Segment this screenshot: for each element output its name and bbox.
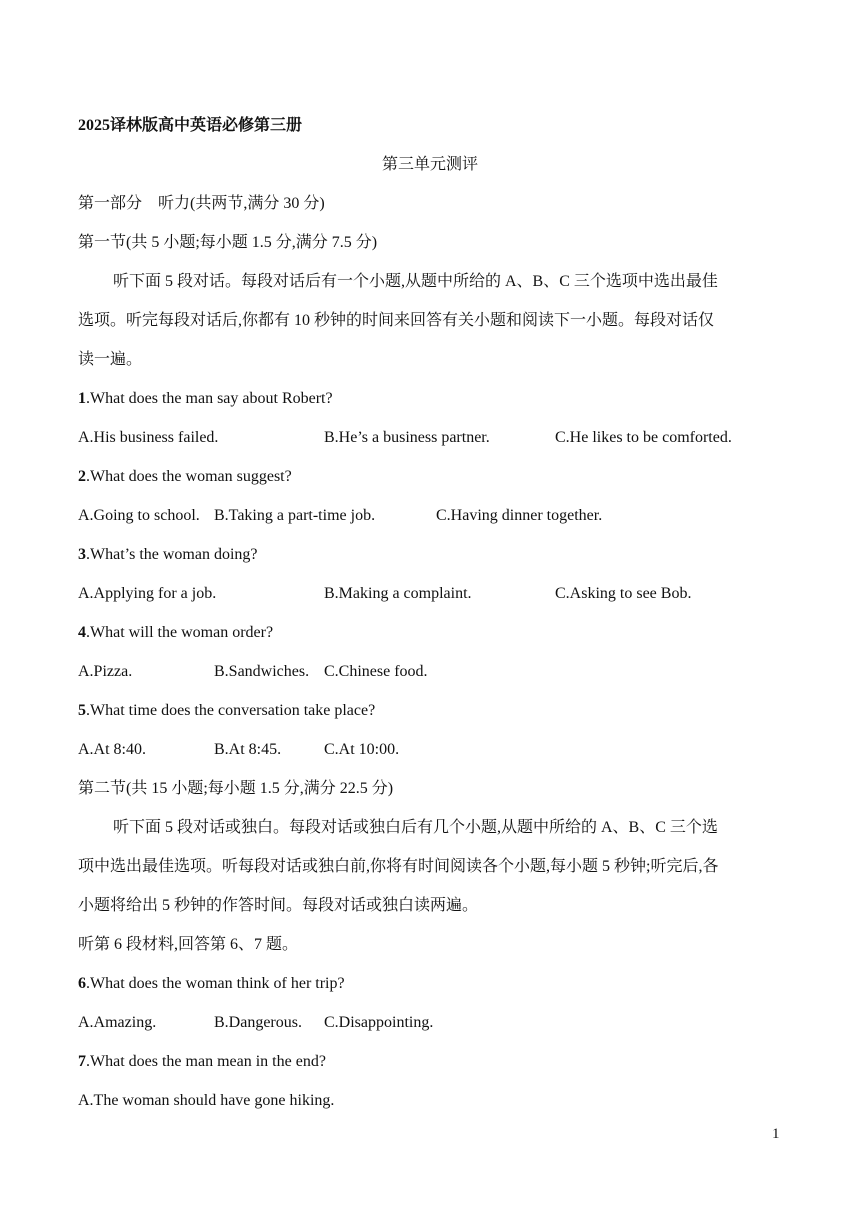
option-a: A.Applying for a job. [78, 585, 217, 602]
option-a: A.The woman should have gone hiking. [78, 1092, 335, 1109]
instruction-line: 项中选出最佳选项。听每段对话或独白前,你将有时间阅读各个小题,每小题 5 秒钟;听完后,各 [78, 858, 719, 875]
material-note: 听第 6 段材料,回答第 6、7 题。 [78, 936, 299, 953]
question-text: .What’s the woman doing? [86, 546, 258, 563]
question-text: .What time does the conversation take place? [86, 702, 376, 719]
question [78, 467, 292, 487]
question-text: .What does the woman think of her trip? [86, 975, 345, 992]
instruction-line: 听下面 5 段对话或独白。每段对话或独白后有几个小题,从题中所给的 A、B、C 三个选 [113, 819, 718, 836]
unit-title: 第三单元测评 [381, 156, 478, 173]
option-c: C.Having dinner together. [436, 507, 603, 524]
option-c: C.He likes to be comforted. [555, 429, 732, 446]
option-b: B.Taking a part-time job. [214, 507, 376, 524]
option-a: A.At 8:40. [78, 741, 146, 758]
question-text: .What does the man say about Robert? [86, 390, 333, 407]
option-c: C.At 10:00. [324, 741, 400, 758]
question-number: 7 [78, 1053, 86, 1070]
question-text: .What does the woman suggest? [86, 468, 292, 485]
question [78, 701, 375, 721]
instruction-line: 小题将给出 5 秒钟的作答时间。每段对话或独白读两遍。 [78, 897, 479, 914]
question-number: 4 [78, 624, 86, 641]
option-a: A.Amazing. [78, 1014, 157, 1031]
question-number: 2 [78, 468, 86, 485]
question [78, 974, 345, 994]
question [78, 623, 273, 643]
instruction-line: 选项。听完每段对话后,你都有 10 秒钟的时间来回答有关小题和阅读下一小题。每段对话仅 [78, 312, 715, 329]
option-a: A.Pizza. [78, 663, 133, 680]
option-a: A.His business failed. [78, 429, 219, 446]
option-b: B.Dangerous. [214, 1014, 302, 1031]
question [78, 389, 333, 409]
question-text: .What will the woman order? [86, 624, 274, 641]
instruction-line: 听下面 5 段对话。每段对话后有一个小题,从题中所给的 A、B、C 三个选项中选出最佳 [113, 273, 718, 290]
option-c: C.Chinese food. [324, 663, 428, 680]
question-number: 3 [78, 546, 86, 563]
option-b: B.At 8:45. [214, 741, 282, 758]
option-b: B.Sandwiches. [214, 663, 310, 680]
option-b: B.He’s a business partner. [324, 429, 490, 446]
option-c: C.Asking to see Bob. [555, 585, 692, 602]
question-number: 6 [78, 975, 86, 992]
question-number: 1 [78, 390, 86, 407]
question [78, 545, 258, 565]
section-heading: 第二节(共 15 小题;每小题 1.5 分,满分 22.5 分) [78, 780, 394, 797]
instruction-line: 读一遍。 [78, 351, 143, 368]
part-heading: 第一部分 听力(共两节,满分 30 分) [78, 195, 325, 212]
option-a: A.Going to school. [78, 507, 200, 524]
document-title: 2025译林版高中英语必修第三册 [78, 117, 303, 134]
option-b: B.Making a complaint. [324, 585, 472, 602]
question-text: .What does the man mean in the end? [86, 1053, 326, 1070]
section-heading: 第一节(共 5 小题;每小题 1.5 分,满分 7.5 分) [78, 234, 378, 251]
question-number: 5 [78, 702, 86, 719]
question [78, 1052, 326, 1072]
page-number: 1 [772, 1126, 780, 1142]
option-c: C.Disappointing. [324, 1014, 434, 1031]
